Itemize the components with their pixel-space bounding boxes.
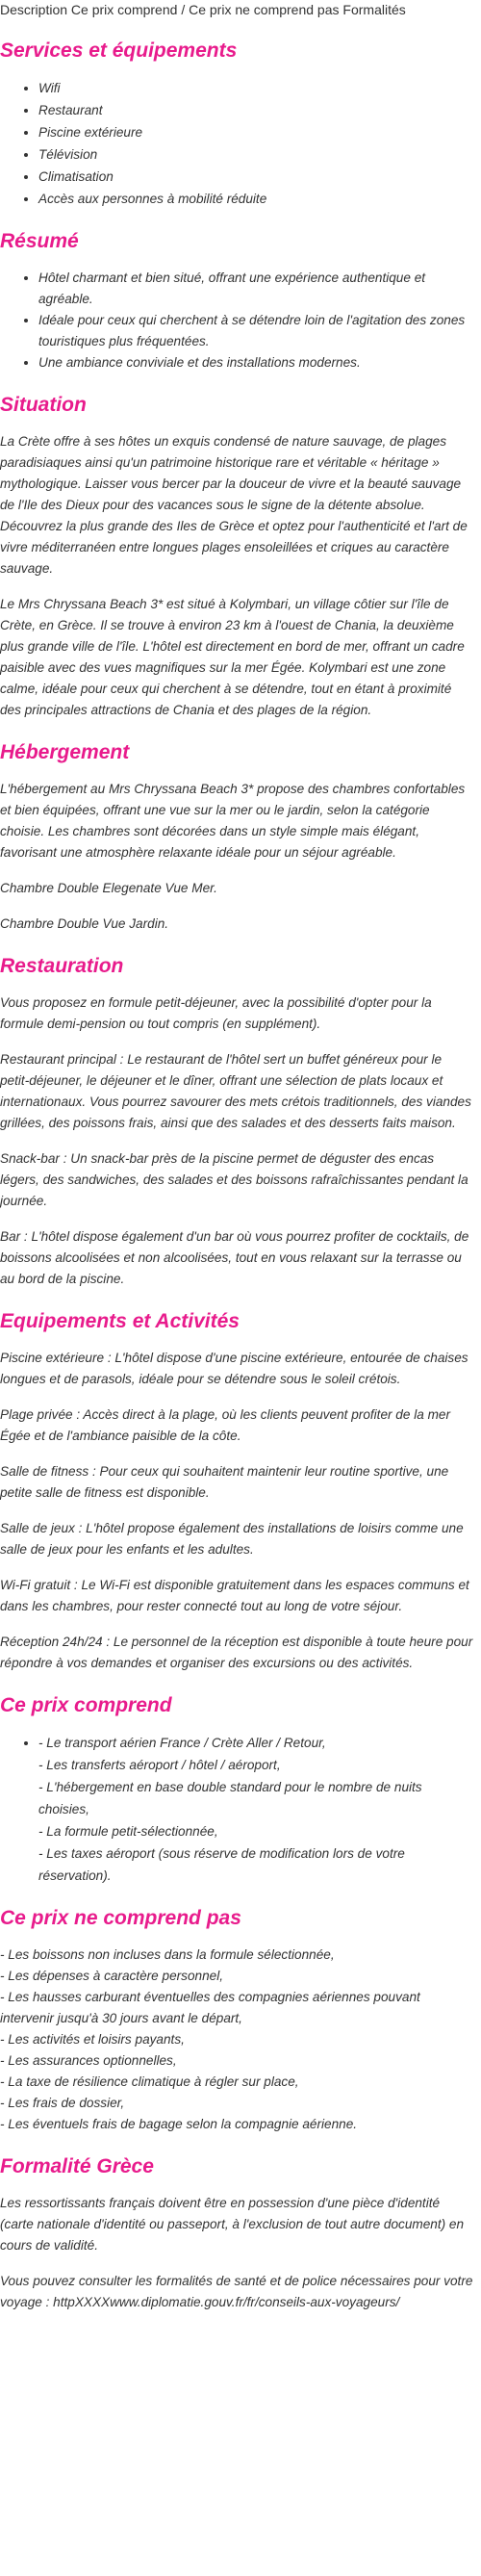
restauration-paragraph: Snack-bar : Un snack-bar près de la piscine permet de déguster des encas légers, des sandwiches, des salades et des boissons rafraîchissantes pendant la journée.: [0, 1151, 468, 1208]
situation-paragraph: Le Mrs Chryssana Beach 3* est situé à Kolymbari, un village côtier sur l'île de Crète, en Grèce. Il se trouve à environ 23 km à l'ouest de Chania, la deuxième plus grande ville de l'île. L'hôtel est directement en bord de mer, offrant un cadre paisible avec des vues magnifiques sur la mer Égée. Kolymbari est une zone calme, idéale pour ceux qui cherchent à se détendre, tout en étant à proximité des principales attractions de Chania et des plages de la région.: [0, 597, 465, 717]
resume-section: [0, 229, 473, 374]
comprend-list: [0, 1732, 473, 1887]
situation-section: [0, 393, 473, 721]
services-section: [0, 39, 473, 210]
formalite-paragraph: Les ressortissants français doivent être en possession d'une pièce d'identité (carte nationale d'identité ou passeport, à l'exclusion de tout autre document) en cours de validité.: [0, 2196, 465, 2253]
activites-heading: Equipements et Activités: [0, 1310, 240, 1332]
activite-paragraph: Réception 24h/24 : Le personnel de la réception est disponible à toute heure pour répondre à vos demandes et organiser des excursions ou des activités.: [0, 1635, 473, 1670]
room-type: Chambre Double Elegenate Vue Mer.: [0, 881, 217, 895]
activite-paragraph: Piscine extérieure : L'hôtel dispose d'une piscine extérieure, entourée de chaises longues et de parasols, idéale pour se détendre sous le soleil crétois.: [0, 1351, 468, 1386]
tab-ce-prix-ne-comprend-pas[interactable]: Ce prix ne comprend pas: [189, 2, 340, 17]
restauration-paragraph: Bar : L'hôtel dispose également d'un bar où vous pourrez profiter de cocktails, de boissons alcoolisées et non alcoolisées, tout en vous relaxant sur la terrasse ou au bord de la piscine.: [0, 1229, 469, 1286]
activite-paragraph: Salle de jeux : L'hôtel propose également des installations de loisirs comme une salle de jeux pour les enfants et les adultes.: [0, 1521, 464, 1557]
list-item: • Une ambiance conviviale et des installations modernes.: [38, 352, 473, 374]
situation-paragraph: La Crète offre à ses hôtes un exquis condensé de nature sauvage, de plages paradisiaques ainsi qu'un patrimoine historique rare et véritable « héritage » mythologique. Laisser vous bercer par la douceur de vivre et la beauté sauvage de l'Ile des Dieux pour des vacances sous le signe de la détente absolue. Découvrez la plus grande des Iles de Grèce et optez pour l'authenticité et l'art de vivre méditerranéen entre longues plages ensoleillées et criques au caractère sauvage.: [0, 434, 468, 576]
ne-comprend-text: - Les boissons non incluses dans la formule sélectionnée, - Les dépenses à caractère personnel, - Les hausses carburant éventuelles des compagnies aériennes pouvant intervenir jusqu'à 30 jours avant le départ, - Les activités et loisirs payants, - Les assurances optionnelles, - La taxe de résilience climatique à régler sur place, - Les frais de dossier, - Les éventuels frais de bagage selon la compagnie aérienne.: [0, 1947, 420, 2131]
activite-paragraph: Salle de fitness : Pour ceux qui souhaitent maintenir leur routine sportive, une petite salle de fitness est disponible.: [0, 1464, 449, 1500]
list-item: • Idéale pour ceux qui cherchent à se détendre loin de l'agitation des zones touristiques plus fréquentées.: [38, 310, 473, 352]
activites-section: [0, 1309, 473, 1674]
list-item: • Accès aux personnes à mobilité réduite: [38, 188, 473, 210]
list-item: • Télévision: [38, 143, 473, 166]
resume-heading: Résumé: [0, 230, 79, 252]
list-item: • Climatisation: [38, 166, 473, 188]
tab-formalites[interactable]: Formalités: [342, 2, 406, 17]
formalite-section: [0, 2154, 473, 2313]
room-type: Chambre Double Vue Jardin.: [0, 916, 169, 931]
list-item: • Wifi: [38, 77, 473, 99]
tab-description[interactable]: Description: [0, 2, 68, 17]
hebergement-paragraph: L'hébergement au Mrs Chryssana Beach 3* propose des chambres confortables et bien équipées, offrant une vue sur la mer ou le jardin, selon la catégorie choisie. Les chambres sont décorées dans un style simple mais élégant, favorisant une atmosphère relaxante idéale pour un séjour agréable.: [0, 782, 466, 860]
hebergement-section: [0, 740, 473, 935]
formalite-heading: Formalité Grèce: [0, 2155, 154, 2177]
list-item: • Piscine extérieure: [38, 121, 473, 143]
list-item: • Restaurant: [38, 99, 473, 121]
formalite-paragraph: Vous pouvez consulter les formalités de santé et de police nécessaires pour votre voyage : httpXXXXwww.diplomatie.gouv.fr/fr/conseils-aux-voyageurs/: [0, 2274, 473, 2309]
ne-comprend-section: [0, 1906, 473, 2135]
resume-list: [0, 268, 473, 374]
hebergement-heading: Hébergement: [0, 741, 130, 763]
restauration-paragraph: Restaurant principal : Le restaurant de l'hôtel sert un buffet généreux pour le petit-déjeuner, le déjeuner et le dîner, offrant une sélection de plats locaux et internationaux. Vous pourrez savourer des mets crétois traditionnels, des viandes grillées, des poissons frais, ainsi que des salades et des desserts faits maison.: [0, 1052, 471, 1130]
situation-heading: Situation: [0, 394, 87, 416]
ne-comprend-heading: Ce prix ne comprend pas: [0, 1907, 241, 1929]
activite-paragraph: Plage privée : Accès direct à la plage, où les clients peuvent profiter de la mer Égée et de l'ambiance paisible de la côte.: [0, 1407, 450, 1443]
restauration-paragraph: Vous proposez en formule petit-déjeuner, avec la possibilité d'opter pour la formule demi-pension ou tout compris (en supplément).: [0, 995, 432, 1031]
services-list: [0, 77, 473, 210]
restauration-heading: Restauration: [0, 955, 124, 977]
section-tabs: [0, 0, 473, 19]
list-item: • Hôtel charmant et bien situé, offrant une expérience authentique et agréable.: [38, 268, 473, 310]
comprend-section: [0, 1693, 473, 1887]
restauration-section: [0, 954, 473, 1290]
activite-paragraph: Wi-Fi gratuit : Le Wi-Fi est disponible gratuitement dans les espaces communs et dans les chambres, pour rester connecté tout au long de votre séjour.: [0, 1578, 469, 1613]
comprend-item: • - Le transport aérien France / Crète Aller / Retour, - Les transferts aéroport / hôtel / aéroport, - L'hébergement en base double standard pour le nombre de nuits choisies, - La formule petit-sélectionnée, - Les taxes aéroport (sous réserve de modification lors de votre réservation).: [38, 1732, 473, 1887]
comprend-heading: Ce prix comprend: [0, 1694, 172, 1716]
tab-ce-prix-comprend[interactable]: Ce prix comprend: [70, 2, 178, 17]
services-heading: Services et équipements: [0, 39, 238, 62]
tab-separator: /: [181, 2, 186, 17]
